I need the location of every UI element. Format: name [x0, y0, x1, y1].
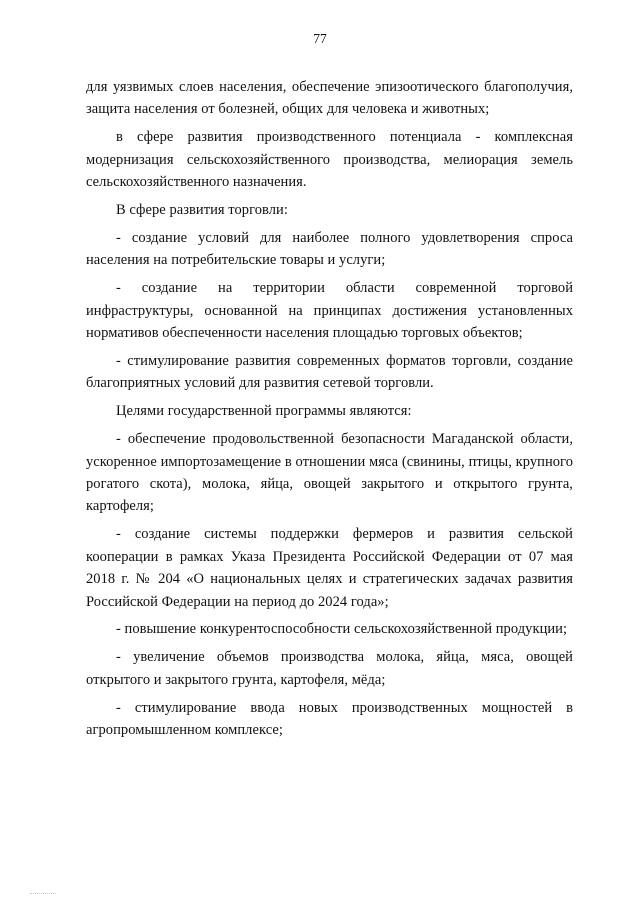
paragraph-2: в сфере развития производственного потенциала - комплексная модернизация сельскохозяйственного производства, мелиорация земель сельскохозяйственного назначения. — [86, 129, 573, 191]
paragraph-4: - создание условий для наиболее полного удовлетворения спроса населения на потребительские товары и услуги; — [86, 229, 573, 269]
paragraph-3: В сфере развития торговли: — [116, 202, 288, 219]
paragraph-7: Целями государственной программы являются: — [116, 403, 412, 420]
paragraph-1: для уязвимых слоев населения, обеспечение эпизоотического благополучия, защита населения от болезней, общих для человека и животных; — [86, 79, 573, 118]
page-body — [86, 76, 573, 747]
paragraph-9: - создание системы поддержки фермеров и развития сельской кооперации в рамках Указа Президента Российской Федерации от 07 мая 2018 г. № 204 «О национальных целях и стратегических задачах развития Российской Федерации на период до 2024 года»; — [86, 526, 573, 610]
page-number: 77 — [313, 31, 327, 46]
paragraph-6: - стимулирование развития современных форматов торговли, создание благоприятных условий для развития сетевой торговли. — [86, 352, 573, 392]
paragraph-10: - повышение конкурентоспособности сельскохозяйственной продукции; — [116, 621, 568, 638]
paragraph-8: - обеспечение продовольственной безопасности Магаданской области, ускоренное импортозамещение в отношении мяса (свинины, птицы, крупного рогатого скота), молока, яйца, овощей закрытого и открытого грунта, картофеля; — [86, 431, 573, 515]
paragraph-5: - создание на территории области современной торговой инфраструктуры, основанной на принципах достижения установленных нормативов обеспеченности населения площадью торговых объектов; — [86, 280, 573, 342]
paragraph-12: - стимулирование ввода новых производственных мощностей в агропромышленном комплексе; — [86, 699, 573, 739]
paragraph-11: - увеличение объемов производства молока, яйца, мяса, овощей открытого и закрытого грунта, картофеля, мёда; — [86, 649, 573, 688]
scan-edge-mark — [30, 893, 56, 895]
